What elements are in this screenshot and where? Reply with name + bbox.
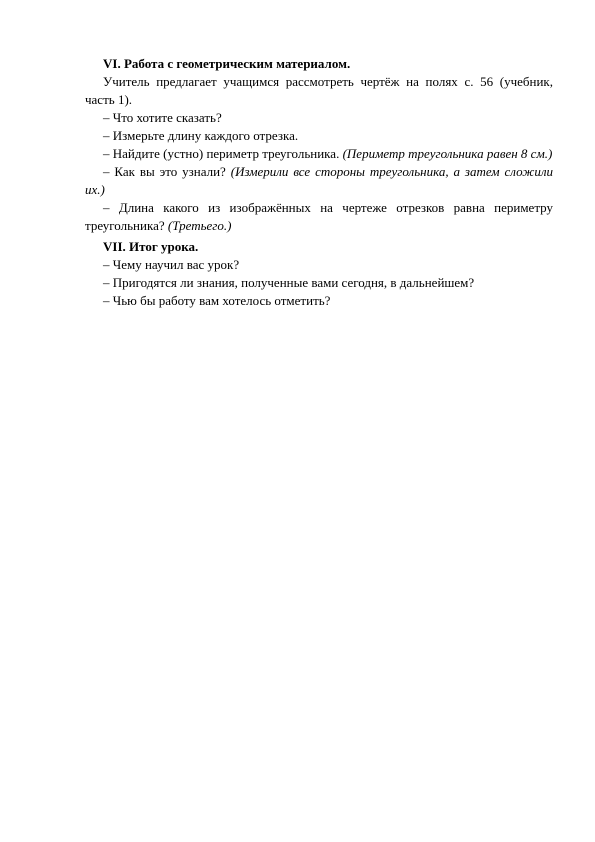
section-6-question-5 [85,199,553,235]
section-6-intro: Учитель предлагает учащимся рассмотреть чертёж на полях с. 56 (учебник, часть 1). [85,74,553,107]
document-content [85,55,553,310]
section-7-question-2: – Пригодятся ли знания, полученные вами сегодня, в дальнейшем? [103,275,475,290]
section-6-question-2: – Измерьте длину каждого отрезка. [103,128,299,143]
section-6-question-3 [85,145,553,163]
section-6-question-1: – Что хотите сказать? [103,110,222,125]
question-3-text: – Найдите (устно) периметр треугольника. [103,146,340,161]
section-7-question-1: – Чему научил вас урок? [103,257,240,272]
section-6-question-4 [85,163,553,199]
question-5-answer: (Третьего.) [167,218,232,233]
section-7-title: VII. Итог урока. [103,239,199,254]
question-4-answer: (Измерили все стороны треугольника, а затем сложили их.) [85,164,554,197]
section-7-question-3: – Чью бы работу вам хотелось отметить? [103,293,331,308]
question-3-answer: (Периметр треугольника равен 8 см.) [342,146,553,161]
question-4-text: – Как вы это узнали? [103,164,226,179]
question-5-text: – Длина какого из изображённых на чертеже отрезков равна периметру треугольника? [85,200,553,233]
section-6-title: VI. Работа с геометрическим материалом. [103,56,351,71]
